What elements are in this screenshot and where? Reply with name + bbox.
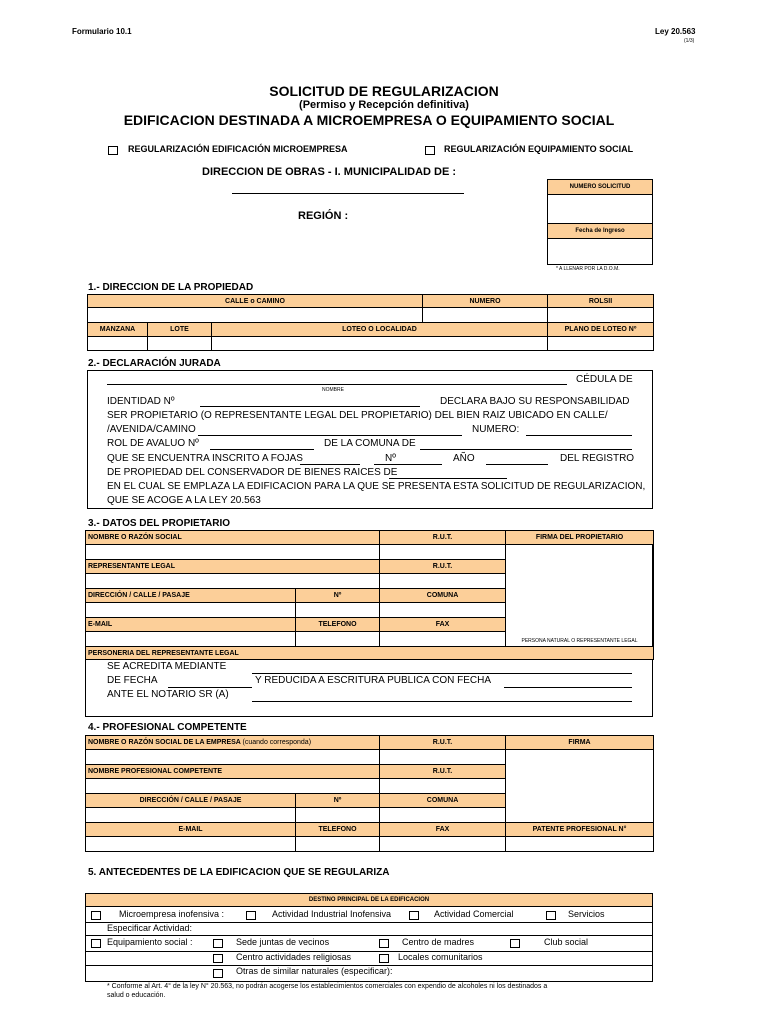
ser-propietario-text: SER PROPIETARIO (O REPRESENTANTE LEGAL DEL PROPIETARIO) DEL BIEN RAIZ UBICADO EN CALLE/ — [107, 410, 608, 421]
section4-title: 4.- PROFESIONAL COMPETENTE — [88, 722, 247, 733]
anio-label: AÑO — [453, 453, 475, 464]
juntas-checkbox[interactable] — [213, 939, 223, 948]
microempresa-checkbox[interactable] — [108, 146, 118, 155]
industrial-checkbox[interactable] — [246, 911, 256, 920]
numero-label: NUMERO: — [472, 424, 520, 435]
otras-label: Otras de similar naturales (especificar): — [236, 966, 393, 976]
plano-header: PLANO DE LOTEO Nº — [548, 323, 654, 337]
micro-checkbox[interactable] — [91, 911, 101, 920]
comuna-label: DE LA COMUNA DE — [324, 438, 416, 449]
nombre-line[interactable] — [107, 384, 567, 385]
numero-line[interactable] — [526, 435, 632, 436]
registro-label: DEL REGISTRO — [560, 453, 635, 464]
dom-box — [547, 179, 653, 265]
title-line2: (Permiso y Recepción definitiva) — [299, 99, 469, 111]
owner-rut-header: R.U.T. — [380, 531, 506, 545]
title-line1: SOLICITUD DE REGULARIZACION — [269, 83, 499, 99]
owner-fax-header: FAX — [380, 618, 506, 632]
comercial-checkbox[interactable] — [409, 911, 419, 920]
propiedad-label: DE PROPIEDAD DEL CONSERVADOR DE BIENES RAICES DE — [107, 467, 398, 478]
lote-header: LOTE — [148, 323, 212, 337]
declara-label: DECLARA BAJO SU RESPONSABILIDAD — [440, 396, 630, 407]
locales-label: Locales comunitarios — [398, 952, 483, 962]
patente-header: PATENTE PROFESIONAL N° — [506, 823, 654, 837]
fecha-label: DE FECHA — [107, 675, 158, 686]
nombre-caption: NOMBRE — [322, 387, 344, 393]
equipamiento-checkbox[interactable] — [425, 146, 435, 155]
owner-direccion-field[interactable] — [86, 603, 296, 618]
prof-no-header: Nº — [296, 794, 380, 808]
owner-no-header: Nº — [296, 589, 380, 603]
manzana-field[interactable] — [88, 337, 148, 351]
row-divider-3 — [85, 951, 653, 952]
persona-caption: PERSONA NATURAL O REPRESENTANTE LEGAL — [521, 638, 638, 644]
madres-checkbox[interactable] — [379, 939, 389, 948]
prof-direccion-header: DIRECCIÓN / CALLE / PASAJE — [86, 794, 296, 808]
property-table — [87, 294, 654, 323]
fecha-ingreso-label: Fecha de Ingreso — [548, 224, 652, 239]
owner-rut-field[interactable] — [380, 545, 506, 560]
servicios-label: Servicios — [568, 909, 605, 919]
especificar-label: Especificar Actividad: — [107, 923, 193, 933]
profesional-field[interactable] — [86, 779, 380, 794]
numero-field[interactable] — [423, 308, 548, 323]
calle-field[interactable] — [88, 308, 423, 323]
profesional-rut-field[interactable] — [380, 779, 506, 794]
prof-firma-header: FIRMA — [506, 736, 654, 750]
municipalidad-line[interactable] — [232, 193, 464, 194]
numero-header: NUMERO — [423, 295, 548, 308]
club-checkbox[interactable] — [510, 939, 520, 948]
patente-field[interactable] — [506, 837, 654, 852]
cuando-label: (cuando corresponda) — [242, 739, 312, 746]
owner-telefono-header: TELEFONO — [296, 618, 380, 632]
religiosas-checkbox[interactable] — [213, 954, 223, 963]
owner-email-header: E-MAIL — [86, 618, 296, 632]
footnote-line1: * Conforme al Art. 4° de la ley N° 20.563, no podrán acogerse los establecimientos comerciales con expendio de alcoholes ni los destinados a — [107, 983, 548, 990]
reducida-label: Y REDUCIDA A ESCRITURA PUBLICA CON FECHA — [255, 675, 491, 686]
representante-field[interactable] — [86, 574, 380, 589]
owner-firma-header: FIRMA DEL PROPIETARIO — [506, 531, 654, 545]
rep-rut-header: R.U.T. — [380, 560, 506, 574]
owner-comuna-header: COMUNA — [380, 589, 506, 603]
no-label: Nº — [385, 453, 396, 464]
region-label: REGIÓN : — [298, 210, 349, 222]
madres-label: Centro de madres — [402, 937, 475, 947]
professional-table — [85, 735, 654, 852]
acredita-label: SE ACREDITA MEDIANTE — [107, 661, 227, 672]
prof-signature-field[interactable] — [506, 750, 654, 823]
prof-telefono-header: TELEFONO — [296, 823, 380, 837]
emplaza-text: EN EL CUAL SE EMPLAZA LA EDIFICACION PARA LA QUE SE PRESENTA ESTA SOLICITUD DE REGULARIZACION, — [107, 481, 646, 492]
avenida-label: /AVENIDA/CAMINO — [107, 424, 196, 435]
empresa-label: NOMBRE O RAZÓN SOCIAL DE LA EMPRESA — [88, 739, 241, 746]
rolsii-field[interactable] — [548, 308, 654, 323]
manzana-header: MANZANA — [88, 323, 148, 337]
prof-fax-header: FAX — [380, 823, 506, 837]
lot-table — [87, 322, 654, 351]
owner-direccion-header: DIRECCIÓN / CALLE / PASAJE — [86, 589, 296, 603]
owner-signature-field[interactable] — [506, 545, 654, 647]
prof-comuna-field[interactable] — [380, 808, 506, 823]
page-indicator: (1/3) — [684, 38, 695, 44]
numero-solicitud-field[interactable] — [548, 195, 652, 224]
notario-label: ANTE EL NOTARIO SR (A) — [107, 689, 229, 700]
prof-email-header: E-MAIL — [86, 823, 296, 837]
rep-rut-field[interactable] — [380, 574, 506, 589]
plano-field[interactable] — [548, 337, 654, 351]
section3-title: 3.- DATOS DEL PROPIETARIO — [88, 518, 231, 529]
empresa-field[interactable] — [86, 750, 380, 765]
personeria-header: PERSONERIA DEL REPRESENTANTE LEGAL — [86, 647, 654, 660]
empresa-rut-field[interactable] — [380, 750, 506, 765]
representante-header: REPRESENTANTE LEGAL — [86, 560, 380, 574]
club-label: Club social — [544, 937, 589, 947]
comercial-label: Actividad Comercial — [434, 909, 514, 919]
identidad-label: IDENTIDAD Nº — [107, 396, 175, 407]
owner-name-header: NOMBRE O RAZÓN SOCIAL — [86, 531, 380, 545]
prof-rut-header: R.U.T. — [380, 736, 506, 750]
prof-comuna-header: COMUNA — [380, 794, 506, 808]
section2-title: 2.- DECLARACIÓN JURADA — [88, 358, 221, 369]
section1-title: 1.- DIRECCION DE LA PROPIEDAD — [88, 282, 254, 293]
rol-line[interactable] — [210, 449, 314, 450]
micro-label: Microempresa inofensiva : — [119, 909, 225, 919]
prof-rut2-header: R.U.T. — [380, 765, 506, 779]
prof-fax-field[interactable] — [380, 837, 506, 852]
title-line3: EDIFICACION DESTINADA A MICROEMPRESA O EQUIPAMIENTO SOCIAL — [123, 112, 615, 128]
section5-title: 5. ANTECEDENTES DE LA EDIFICACION QUE SE REGULARIZA — [88, 867, 390, 878]
form-number: Formulario 10.1 — [72, 27, 132, 36]
juntas-label: Sede juntas de vecinos — [236, 937, 330, 947]
dom-note: * A LLENAR POR LA D.O.M. — [556, 266, 620, 272]
prof-no-field[interactable] — [296, 808, 380, 823]
calle-line[interactable] — [198, 435, 462, 436]
acredita-line[interactable] — [252, 673, 632, 674]
comuna-line[interactable] — [420, 449, 632, 450]
profesional-header: NOMBRE PROFESIONAL COMPETENTE — [86, 765, 380, 779]
otras-checkbox[interactable] — [213, 969, 223, 978]
row-divider-2 — [85, 935, 653, 936]
owner-table — [85, 530, 654, 660]
direccion-obras-label: DIRECCION DE OBRAS - I. MUNICIPALIDAD DE : — [202, 166, 457, 178]
loteo-field[interactable] — [212, 337, 548, 351]
fecha-line[interactable] — [168, 687, 252, 688]
owner-fax-field[interactable] — [380, 632, 506, 647]
empresa-header — [86, 736, 380, 750]
escritura-fecha-line[interactable] — [504, 687, 632, 688]
fojas-line[interactable] — [300, 464, 360, 465]
numero-solicitud-label: NUMERO SOLICITUD — [548, 180, 652, 195]
anio-line[interactable] — [486, 464, 548, 465]
owner-name-field[interactable] — [86, 545, 380, 560]
rol-label: ROL DE AVALUO Nº — [107, 438, 199, 449]
rolsii-header: ROLSII — [548, 295, 654, 308]
law-number: Ley 20.563 — [655, 27, 696, 36]
owner-no-field[interactable] — [296, 603, 380, 618]
destino-header: DESTINO PRINCIPAL DE LA EDIFICACION — [85, 893, 653, 907]
industrial-label: Actividad Industrial Inofensiva — [272, 909, 392, 919]
conservador-line[interactable] — [389, 478, 507, 479]
identidad-line[interactable] — [200, 406, 420, 407]
no-line[interactable] — [374, 464, 442, 465]
equip-checkbox[interactable] — [91, 939, 101, 948]
microempresa-label: REGULARIZACIÓN EDIFICACIÓN MICROEMPRESA — [128, 144, 348, 154]
equipamiento-label: REGULARIZACIÓN EQUIPAMIENTO SOCIAL — [444, 144, 634, 154]
inscrito-label: QUE SE ENCUENTRA INSCRITO A FOJAS — [107, 453, 303, 464]
owner-email-field[interactable] — [86, 632, 296, 647]
locales-checkbox[interactable] — [379, 954, 389, 963]
footnote-line2: salud o educación. — [107, 992, 166, 999]
fecha-ingreso-field[interactable] — [548, 239, 652, 265]
equip-label: Equipamiento social : — [107, 937, 193, 947]
notario-line[interactable] — [252, 701, 632, 702]
loteo-header: LOTEO O LOCALIDAD — [212, 323, 548, 337]
lote-field[interactable] — [148, 337, 212, 351]
prof-email-field[interactable] — [86, 837, 296, 852]
owner-comuna-field[interactable] — [380, 603, 506, 618]
prof-telefono-field[interactable] — [296, 837, 380, 852]
calle-header: CALLE o CAMINO — [88, 295, 423, 308]
owner-telefono-field[interactable] — [296, 632, 380, 647]
acoge-text: QUE SE ACOGE A LA LEY 20.563 — [107, 495, 261, 506]
religiosas-label: Centro actividades religiosas — [236, 952, 352, 962]
servicios-checkbox[interactable] — [546, 911, 556, 920]
prof-direccion-field[interactable] — [86, 808, 296, 823]
cedula-label: CÉDULA DE — [576, 374, 633, 385]
